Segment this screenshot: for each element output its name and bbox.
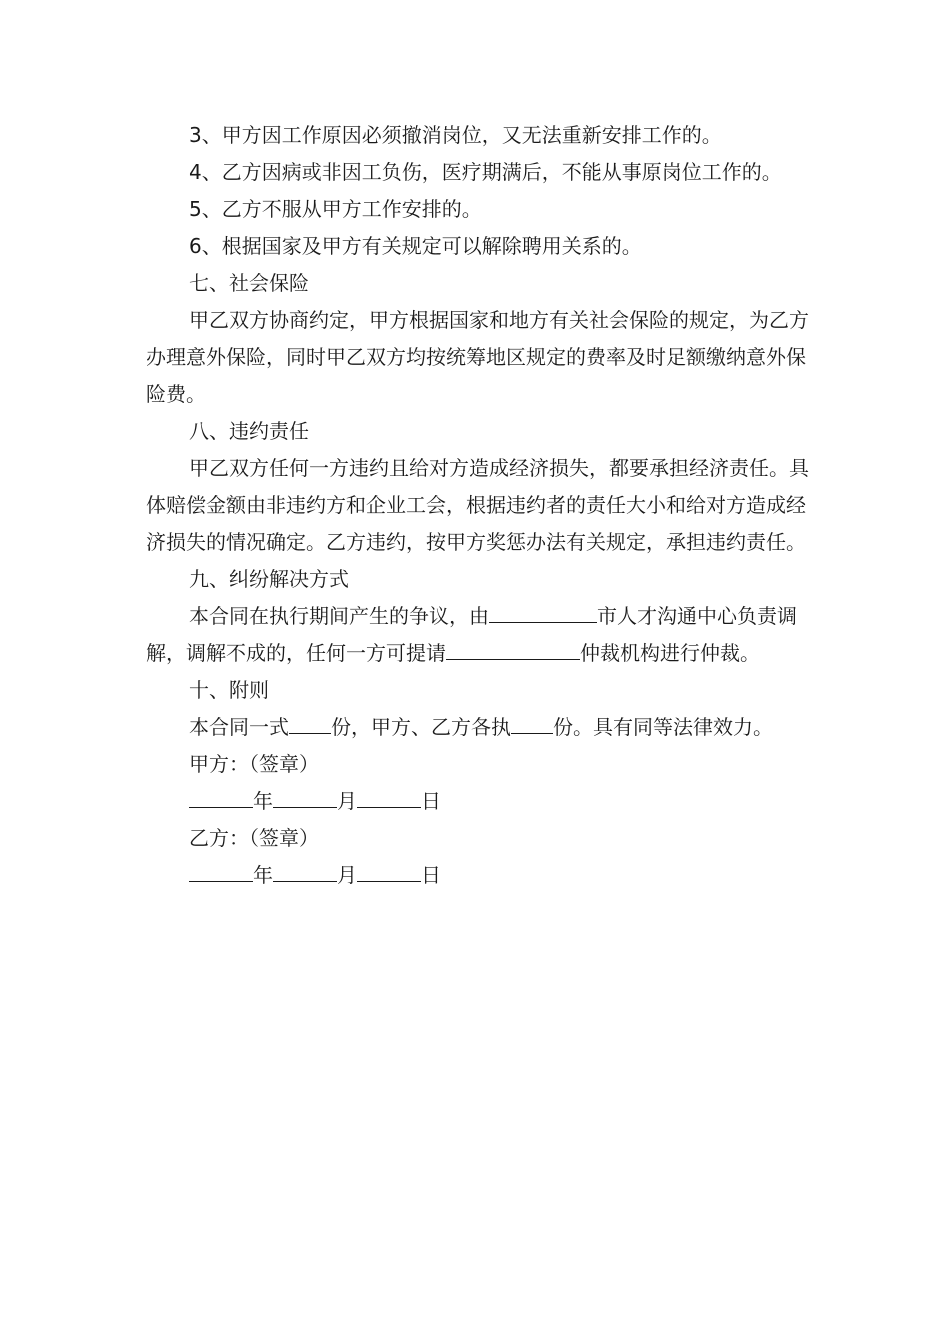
social-insurance-paragraph: 甲乙双方协商约定，甲方根据国家和地方有关社会保险的规定，为乙方办理意外保险，同时甲乙双方均按统筹地区规定的费率及时足额缴纳意外保险费。 [146,308,809,406]
document-body [146,117,816,894]
party-a-year-field[interactable] [189,785,253,808]
month-label: 月 [337,863,357,887]
party-b-signature-label: 乙方：（签章） [189,826,319,850]
clause-6: 6、根据国家及甲方有关规定可以解除聘用关系的。 [189,234,642,258]
dispute-text-2: 市人才沟通中心负责调解，调解不成的，任何一方可提请 [146,604,797,665]
clause-4: 4、乙方因病或非因工负伤，医疗期满后，不能从事原岗位工作的。 [189,160,782,184]
section-heading-liability: 八、违约责任 [189,419,309,443]
section-heading-dispute: 九、纠纷解决方式 [189,567,349,591]
copies-text-1: 本合同一式 [189,715,289,739]
blank-city-field[interactable] [489,600,597,623]
party-b-day-field[interactable] [357,859,421,882]
dispute-text-1: 本合同在执行期间产生的争议，由 [189,604,489,628]
clause-3: 3、甲方因工作原因必须撤消岗位，又无法重新安排工作的。 [189,123,722,147]
year-label: 年 [253,863,273,887]
liability-paragraph: 甲乙双方任何一方违约且给对方造成经济损失，都要承担经济责任。具体赔偿金额由非违约方和企业工会，根据违约者的责任大小和给对方造成经济损失的情况确定。乙方违约，按甲方奖惩办法有关规定，承担违约责任。 [146,456,809,554]
party-a-month-field[interactable] [273,785,337,808]
section-heading-supplementary: 十、附则 [189,678,269,702]
dispute-paragraph [146,598,816,672]
party-a-day-field[interactable] [357,785,421,808]
party-a-date-line [146,783,816,820]
day-label: 日 [421,789,441,813]
copies-paragraph [146,709,816,746]
party-b-month-field[interactable] [273,859,337,882]
day-label: 日 [421,863,441,887]
copies-text-3: 份。具有同等法律效力。 [553,715,773,739]
dispute-text-3: 仲裁机构进行仲裁。 [580,641,760,665]
clause-5: 5、乙方不服从甲方工作安排的。 [189,197,482,221]
party-b-year-field[interactable] [189,859,253,882]
blank-copies-total-field[interactable] [289,711,331,734]
copies-text-2: 份，甲方、乙方各执 [331,715,511,739]
year-label: 年 [253,789,273,813]
party-b-date-line [146,857,816,894]
blank-arbitration-field[interactable] [446,637,580,660]
blank-copies-each-field[interactable] [511,711,553,734]
month-label: 月 [337,789,357,813]
section-heading-social-insurance: 七、社会保险 [189,271,309,295]
party-a-signature-label: 甲方：（签章） [189,752,319,776]
